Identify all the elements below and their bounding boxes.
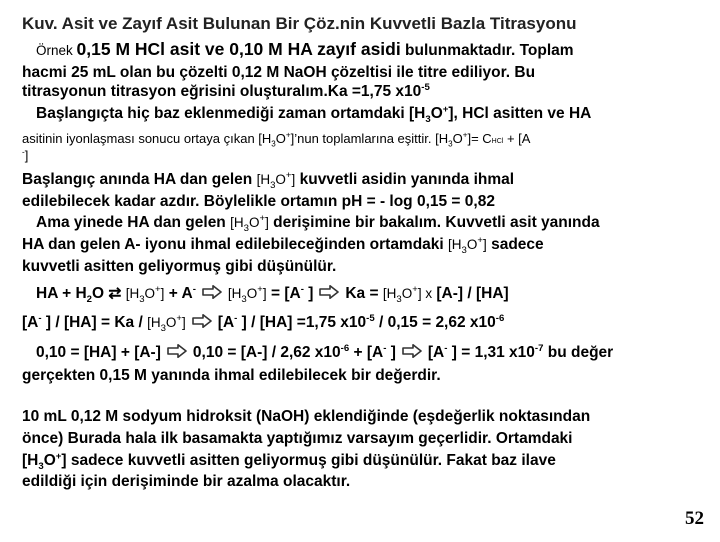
line-19: edildiği için derişiminde bir azalma olacaktır. — [22, 473, 351, 490]
right-arrow-icon — [192, 314, 212, 328]
slide-title: Kuv. Asit ve Zayıf Asit Bulunan Bir Çöz.nin Kuvvetli Bazla Titrasyonu — [22, 14, 577, 33]
line-7: Başlangıç anında HA dan gelen $[H_3O^+]$ kuvvetli asidin yanında ihmal — [22, 169, 515, 192]
line-11: kuvvetli asitten geliyormuş gibi düşünülür. — [22, 258, 337, 275]
line-8: edilebilecek kadar azdır. Böylelikle ortamın pH = - log 0,15 = 0,82 — [22, 193, 495, 210]
line-10: HA dan gelen A- iyonu ihmal edilebileceğinden ortamdaki $[H_3O^+]$ sadece — [22, 234, 544, 257]
equation-line-13: [A- ] / $[HA] = Ka / [H_3O^+]$ [A- ] / [HA] =1,75 $x10^{-5} / 0,15 = 2,62$ $x10^{-6}$ — [22, 312, 505, 335]
line-3: titrasyonun titrasyon eğrisini oluşturalım.Ka =1,75 $x10^{-5}$ — [22, 81, 430, 100]
line-4: Başlangıçta hiç baz eklenmediği zaman ortamdaki $[H_3O^+]$, HCl asitten ve HA — [36, 103, 592, 126]
line-2: hacmi 25 mL olan bu çözelti 0,12 M NaOH çözeltisi ile titre ediliyor. Bu — [22, 64, 536, 81]
line-1: Örnek 0,15 M HCl asit ve 0,10 M HA zayıf asidi bulunmaktadır. Toplam — [36, 39, 574, 59]
right-arrow-icon — [202, 285, 222, 299]
line-15: gerçekten 0,15 M yanında ihmal edilebilecek bir değerdir. — [22, 367, 441, 384]
equation-line-14: 0,10 = [HA] + [A-] 0,10 = [A-] / 2,62 $x10^{-6} + [A^-$ ] [A- ] = 1,31 $x10^{-7}$ bu değer — [36, 342, 614, 361]
right-arrow-icon — [402, 344, 422, 358]
line-9: Ama yinede HA dan gelen $[H_3O^+]$ derişimine bir bakalım. Kuvvetli asit yanında — [36, 212, 600, 235]
right-arrow-icon — [319, 285, 339, 299]
page-number: 52 — [685, 508, 704, 529]
line-17: önce) Burada hala ilk basamakta yaptığımız varsayım geçerlidir. Ortamdaki — [22, 430, 573, 447]
right-arrow-icon — [167, 344, 187, 358]
equation-line-12: HA + $H_2O$ ⇄ $[H_3O^+] + A^-$ $[H_3O^+] = [A^-$ ] $Ka = [H_3O^+]$ x [A-] / [HA] — [36, 283, 509, 306]
line-16: 10 mL 0,12 M sodyum hidroksit (NaOH) eklendiğinde (eşdeğerlik noktasından — [22, 408, 591, 425]
line-18: $[H_3O^+]$ sadece kuvvetli asitten geliyormuş gibi düşünülür. Fakat baz ilave — [22, 450, 556, 473]
line-5: asitinin iyonlaşması sonucu ortaya çıkan $[H_3O^+]’nun$ toplamlarına eşittir. $[H_3O^+]=$ CHCl + [A — [22, 130, 531, 149]
line-6: -] — [22, 147, 29, 163]
